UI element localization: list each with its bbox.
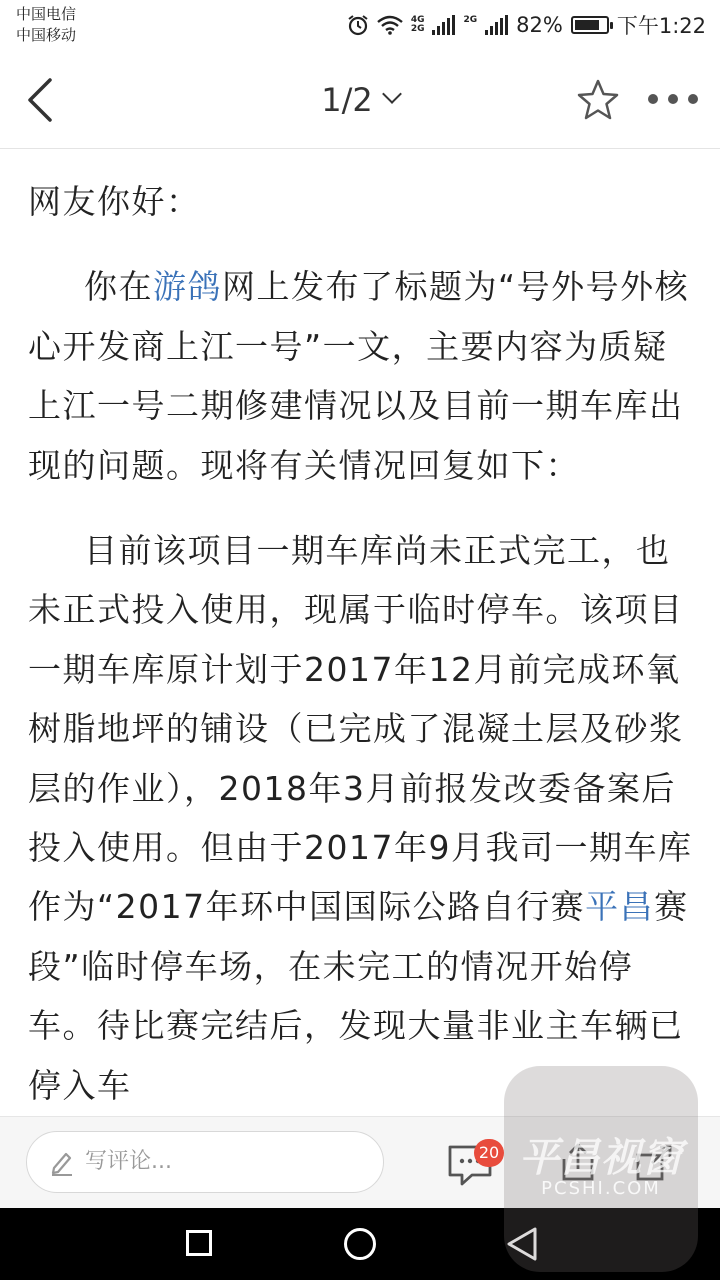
top-nav-bar bbox=[0, 52, 720, 149]
greeting: 网友你好： bbox=[28, 182, 201, 221]
network-type-1-top: 4G bbox=[410, 15, 425, 25]
watermark-title: 平昌视窗 bbox=[519, 1135, 683, 1181]
paragraph-2-rest: 赛段”临时停车场，在未完工的情况开始停车。待比赛完结后，发现大量非业主车辆已停入车 bbox=[28, 887, 689, 1105]
network-type-1-bottom: 2G bbox=[410, 24, 425, 34]
network-type-1 bbox=[411, 16, 425, 34]
watermark-logo bbox=[504, 1066, 698, 1272]
paragraph-1 bbox=[28, 257, 698, 495]
pencil-icon bbox=[49, 1148, 75, 1176]
article-body bbox=[28, 172, 698, 1116]
paragraph-1-rest: 网上发布了标题为“号外号外核心开发商上江一号”一文，主要内容为质疑上江一号二期修建情况以及目前一期车库出现的问题。现将有关情况回复如下： bbox=[28, 267, 690, 485]
status-icons bbox=[347, 8, 706, 42]
network-type-2-label: 2G bbox=[463, 15, 478, 25]
clock: 下午1:22 bbox=[616, 14, 706, 38]
home-icon[interactable] bbox=[344, 1228, 376, 1260]
network-type-2 bbox=[463, 16, 477, 34]
battery-percent: 82% bbox=[516, 13, 563, 37]
wifi-icon bbox=[377, 15, 403, 35]
link-pingchang[interactable]: 平昌 bbox=[585, 887, 655, 927]
chevron-down-icon bbox=[382, 84, 402, 104]
star-icon[interactable] bbox=[576, 78, 620, 122]
carrier-info bbox=[16, 4, 76, 46]
recent-apps-icon[interactable] bbox=[186, 1230, 212, 1256]
carrier-2-label: 中国移动 bbox=[16, 26, 77, 44]
page-indicator: 1/2 bbox=[321, 81, 373, 119]
status-bar bbox=[0, 0, 720, 52]
paragraph-2-start: 目前该项目一期车库尚未正式完工，也未正式投入使用，现属于临时停车。该项目一期车库原计划于2017年12月前完成环氧树脂地坪的铺设（已完成了混凝土层及砂浆层的作业），2018年3月前报发改委备案后投入使用。但由于2017年9月我司一期车库作为“2017年环中国国际公路自行赛 bbox=[28, 531, 693, 927]
watermark-url: PCSHI.COM bbox=[541, 1178, 661, 1199]
comment-count-badge: 20 bbox=[474, 1139, 504, 1167]
carrier-1-label: 中国电信 bbox=[16, 5, 77, 23]
comment-input[interactable] bbox=[26, 1131, 384, 1193]
paragraph-2 bbox=[28, 521, 698, 1115]
signal-icon bbox=[432, 15, 455, 35]
paragraph-1-start: 你在 bbox=[84, 267, 153, 307]
more-icon[interactable] bbox=[648, 94, 698, 106]
alarm-icon bbox=[347, 14, 369, 36]
link-youge[interactable]: 游鸽 bbox=[153, 267, 222, 307]
comment-placeholder: 写评论... bbox=[85, 1149, 172, 1174]
battery-icon bbox=[571, 16, 609, 34]
signal-icon bbox=[485, 15, 508, 35]
